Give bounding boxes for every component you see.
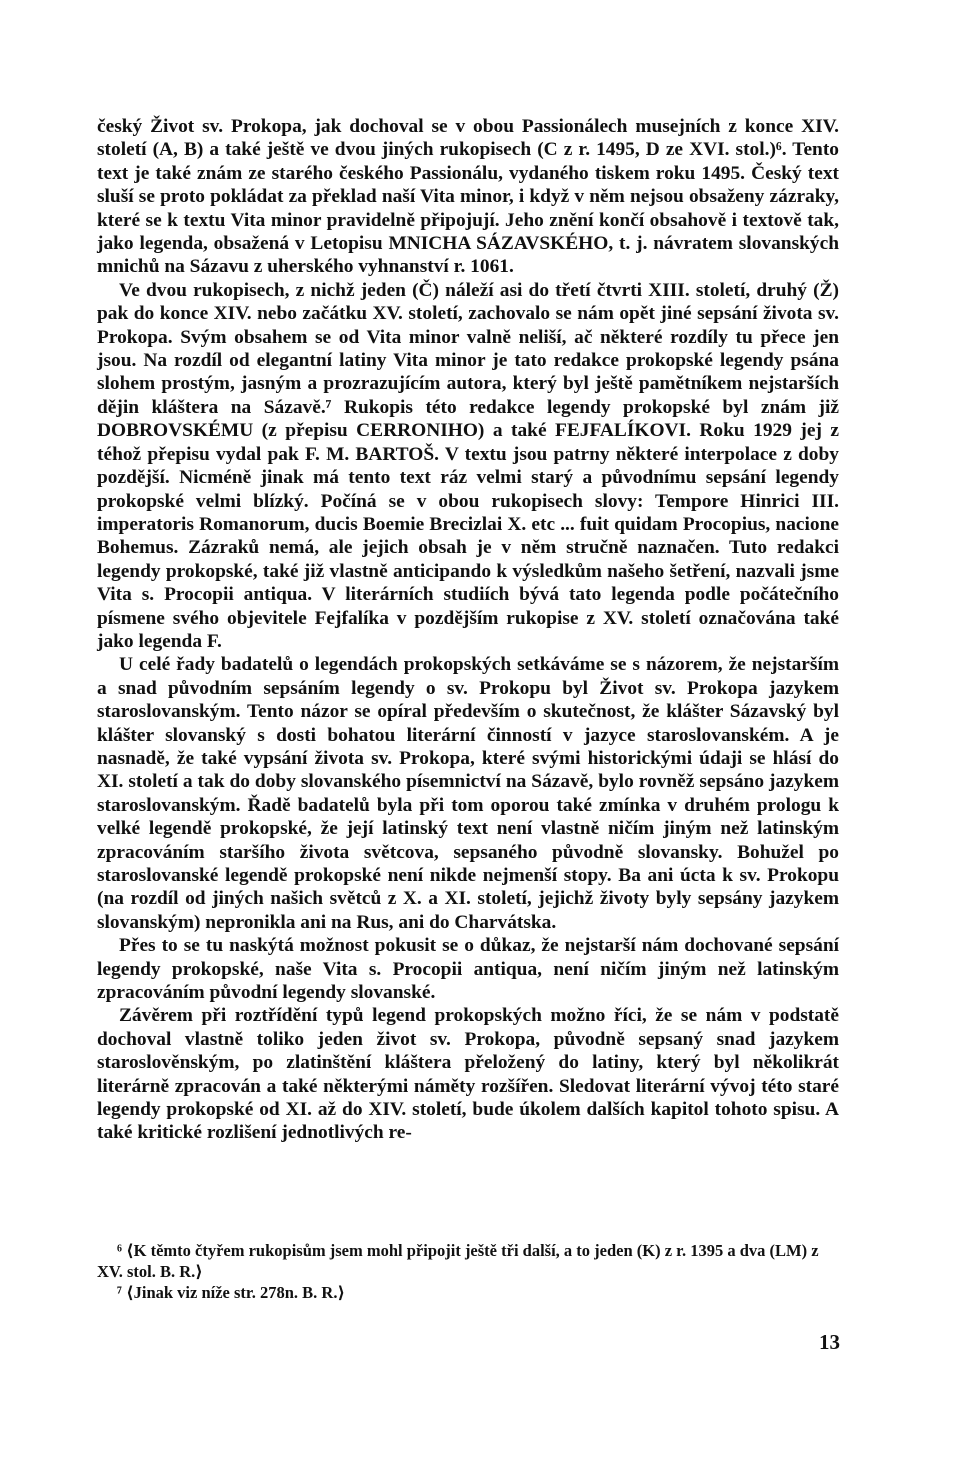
paragraph-3: U celé řady badatelů o legendách prokopských setkáváme se s názorem, že nejstarším a snad původním sepsáním legendy o sv. Prokopu byl Život sv. Prokopa jazykem staroslovanským. Tento názor se opíral především o skutečnost, že klášter Sázavský byl klášter slovanský s dosti bohatou literární činností v jazyce staroslovanském. A je nasnadě, že také vypsání života sv. Prokopa, které svými historickými údaji se hlásí do XI. století a tak do doby slovanského písemnictví na Sázavě, bylo rovněž sepsáno jazykem staroslovanským. Řadě badatelů byla při tom oporou také zmínka v druhém prologu k velké legendě prokopské, že její latinský text není vlastně ničím jiným než latinským zpracováním staršího života světcova, sepsaného původně slovansky. Bohužel po staroslovanské legendě prokopské není nikde nejmenší stopy. Ba ani úcta k sv. Prokopu (na rozdíl od jiných našich světců z X. a XI. století, jejichž životy byly sepsány jazykem slovanským) nepronikla ani na Rus, ani do Charvátska. [97, 654, 839, 933]
paragraph-1: český Život sv. Prokopa, jak dochoval se v obou Passionálech musejních z konce XIV. století (A, B) a také ještě ve dvou jiných rukopisech (C z r. 1495, D ze XVI. stol.)⁶. Tento text je také znám ze starého českého Passionálu, vydaného tiskem roku 1495. Český text sluší se proto pokládat za překlad naší Vita minor, i když v něm nejsou obsaženy zázraky, které se k textu Vita minor pravidelně připojují. Jeho znění končí obsahově i textově tak, jako legenda, obsažená v Letopisu MNICHA SÁZAVSKÉHO, t. j. návratem slovanských mnichů na Sázavu z uherského vyhnanství r. 1061. [97, 116, 839, 278]
footnote-6: ⁶ ⟨K těmto čtyřem rukopisům jsem mohl připojit ještě tři další, a to jeden (K) z r. 1395 a dva (LM) z XV. stol. B. R.⟩ [97, 1241, 819, 1281]
footnotes [97, 1240, 839, 1303]
footnote-7: ⁷ ⟨Jinak viz níže str. 278n. B. R.⟩ [117, 1283, 345, 1302]
page-number: 13 [819, 1330, 840, 1354]
body-text [97, 115, 839, 1145]
paragraph-5: Závěrem při roztřídění typů legend prokopských možno říci, že se nám v podstatě dochoval vlastně toliko jeden život sv. Prokopa, původně sepsaný snad jazykem staroslověnským, po zlatinštění kláštera přeložený do latiny, který byl několikrát literárně zpracován a také některými náměty rozšířen. Sledovat literární vývoj této staré legendy prokopské od XI. až do XIV. století, bude úkolem dalších kapitol tohoto spisu. A také kritické rozlišení jednotlivých re- [97, 1005, 839, 1144]
paragraph-2: Ve dvou rukopisech, z nichž jeden (Č) náleží asi do třetí čtvrti XIII. století, druhý (Ž) pak do konce XIV. nebo začátku XV. století, zachovalo se nám opět jiné sepsání života sv. Prokopa. Svým obsahem se od Vita minor valně neliší, ač některé rozdíly tu přece jen jsou. Na rozdíl od elegantní latiny Vita minor je tato redakce prokopské legendy psána slohem prostým, jasným a prozrazujícím autora, který byl ještě pamětníkem nejstarších dějin kláštera na Sázavě.⁷ Rukopis této redakce legendy prokopské byl znám již DOBROVSKÉMU (z přepisu CERRONIHO) a také FEJFALÍKOVI. Roku 1929 jej z téhož přepisu vydal pak F. M. BARTOŠ. V textu jsou patrny některé interpolace z doby pozdější. Nicméně jinak má tento text ráz velmi starý a původnímu sepsání legendy prokopské velmi blízký. Počíná se v obou rukopisech slovy: Tempore Hinrici III. imperatoris Romanorum, ducis Boemie Brecizlai X. etc ... fuit quidam Procopius, nacione Bohemus. Zázraků nemá, ale jejich obsah je v něm stručně naznačen. Tuto redakci legendy prokopské, také již vlastně anticipando k výsledkům našeho šetření, nazvali jsme Vita s. Procopii antiqua. V literárních studiích bývá tato legenda podle počátečního písmene svého objevitele Fejfalíka v pozdějším rukopise z XV. století označována také jako legenda F. [97, 279, 839, 652]
paragraph-4: Přes to se tu naskýtá možnost pokusit se o důkaz, že nejstarší nám dochované sepsání legendy prokopské, naše Vita s. Procopii antiqua, není ničím jiným než latinským zpracováním původní legendy slovanské. [97, 935, 839, 1004]
